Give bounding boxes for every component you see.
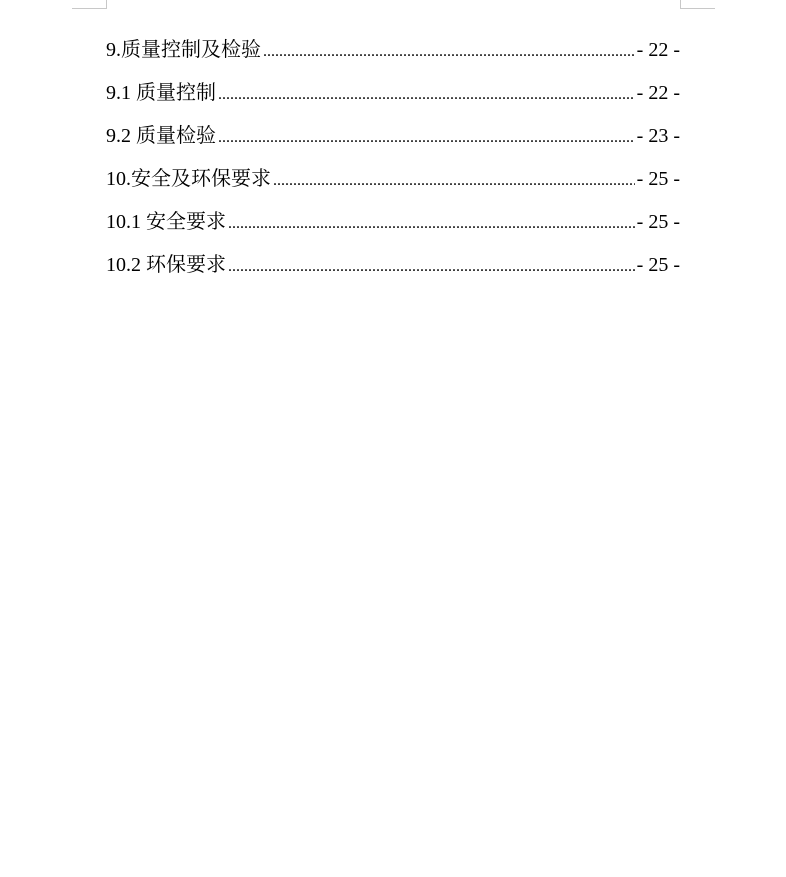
toc-entry-page: - 23 - <box>636 125 680 147</box>
toc-entry[interactable] <box>106 122 680 165</box>
toc-entry-title: 10.安全及环保要求 <box>106 168 271 190</box>
toc-dot-leader <box>273 167 635 195</box>
margin-corner-mark-right <box>680 0 715 9</box>
toc-dot-leader <box>263 38 635 66</box>
toc-entry-page: - 25 - <box>636 211 680 233</box>
toc-entry-title: 10.1 安全要求 <box>106 211 226 233</box>
toc-entry[interactable] <box>106 36 680 79</box>
margin-corner-mark-left <box>72 0 107 9</box>
table-of-contents <box>106 36 680 294</box>
toc-entry[interactable] <box>106 165 680 208</box>
toc-entry-title: 9.质量控制及检验 <box>106 39 261 61</box>
toc-entry-title: 10.2 环保要求 <box>106 254 226 276</box>
toc-entry[interactable] <box>106 79 680 122</box>
toc-entry-page: - 25 - <box>636 168 680 190</box>
toc-entry-page: - 25 - <box>636 254 680 276</box>
toc-dot-leader <box>218 124 635 152</box>
toc-dot-leader <box>218 81 635 109</box>
toc-entry-page: - 22 - <box>636 82 680 104</box>
toc-entry[interactable] <box>106 251 680 294</box>
toc-entry[interactable] <box>106 208 680 251</box>
toc-entry-page: - 22 - <box>636 39 680 61</box>
toc-dot-leader <box>228 210 635 238</box>
toc-entry-title: 9.2 质量检验 <box>106 125 216 147</box>
toc-dot-leader <box>228 253 635 281</box>
toc-entry-title: 9.1 质量控制 <box>106 82 216 104</box>
